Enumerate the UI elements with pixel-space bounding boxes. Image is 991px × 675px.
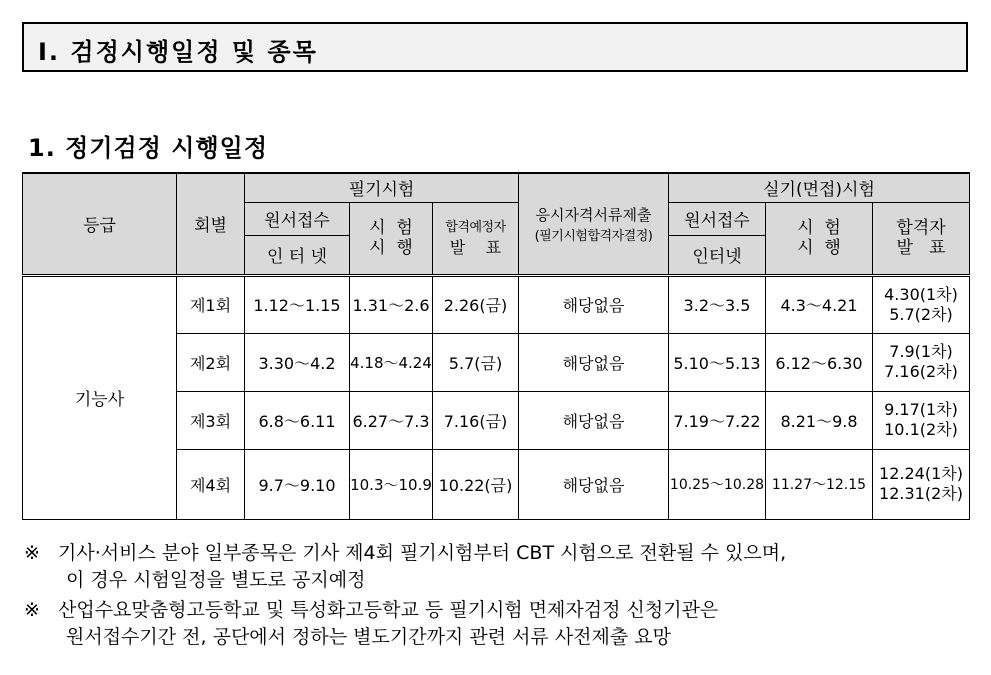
header-docs-label: 응시자격서류제출 bbox=[535, 205, 652, 224]
reference-mark-icon: ※ bbox=[24, 542, 40, 564]
header-practical-pass-l1: 합격자 bbox=[896, 218, 946, 238]
grade-cell: 기능사 bbox=[23, 275, 177, 519]
practical-apply-cell: 5.10～5.13 bbox=[669, 333, 766, 391]
header-practical-exam-l2: 시 행 bbox=[797, 238, 841, 258]
header-written-pass-l2: 발 표 bbox=[449, 238, 502, 257]
reference-mark-icon: ※ bbox=[24, 599, 40, 621]
note-cbt bbox=[24, 540, 786, 594]
practical-pass-2: 12.31(2차) bbox=[879, 484, 963, 503]
written-exam-cell: 6.27～7.3 bbox=[350, 391, 433, 449]
note-exemption-text1: 산업수요맞춤형고등학교 및 특성화고등학교 등 필기시험 면제자검정 신청기관은 bbox=[58, 599, 719, 621]
header-practical-internet: 인터넷 bbox=[669, 235, 766, 275]
header-grade: 등급 bbox=[23, 173, 177, 275]
written-apply-cell: 9.7～9.10 bbox=[245, 449, 350, 519]
header-round: 회별 bbox=[177, 173, 245, 275]
table-row bbox=[23, 275, 970, 333]
practical-pass-1: 9.17(1차) bbox=[884, 400, 958, 419]
section-header-title: Ⅰ. 검정시행일정 및 종목 bbox=[38, 38, 318, 66]
docs-cell: 해당없음 bbox=[519, 275, 669, 333]
practical-apply-cell: 10.25～10.28 bbox=[669, 449, 766, 519]
header-written-apply: 원서접수 bbox=[245, 202, 350, 235]
written-pass-cell: 7.16(금) bbox=[433, 391, 519, 449]
practical-pass-cell bbox=[873, 333, 970, 391]
written-pass-cell: 5.7(금) bbox=[433, 333, 519, 391]
note-cbt-text1: 기사·서비스 분야 일부종목은 기사 제4회 필기시험부터 CBT 시험으로 전환될 수 있으며, bbox=[58, 542, 787, 564]
header-written-exam: 필기시험 bbox=[245, 173, 519, 202]
written-pass-cell: 2.26(금) bbox=[433, 275, 519, 333]
practical-pass-cell bbox=[873, 275, 970, 333]
header-practical-pass bbox=[873, 202, 970, 275]
practical-pass-1: 4.30(1차) bbox=[884, 284, 958, 304]
practical-pass-cell bbox=[873, 449, 970, 519]
practical-exam-cell: 4.3～4.21 bbox=[766, 275, 873, 333]
header-written-internet: 인 터 넷 bbox=[245, 235, 350, 275]
header-practical-apply: 원서접수 bbox=[669, 202, 766, 235]
docs-cell: 해당없음 bbox=[519, 333, 669, 391]
subsection-title: 1. 정기검정 시행일정 bbox=[28, 134, 268, 162]
written-apply-cell: 6.8～6.11 bbox=[245, 391, 350, 449]
header-docs-sub: (필기시험합격자결정) bbox=[534, 228, 653, 244]
written-apply-cell: 3.30～4.2 bbox=[245, 333, 350, 391]
header-practical-exam: 실기(면접)시험 bbox=[669, 173, 970, 202]
round-cell: 제4회 bbox=[177, 449, 245, 519]
practical-exam-cell: 8.21～9.8 bbox=[766, 391, 873, 449]
round-cell: 제3회 bbox=[177, 391, 245, 449]
practical-apply-cell: 7.19～7.22 bbox=[669, 391, 766, 449]
practical-apply-cell: 3.2～3.5 bbox=[669, 275, 766, 333]
written-exam-cell: 1.31～2.6 bbox=[350, 275, 433, 333]
note-cbt-line2: 이 경우 시험일정을 별도로 공지예정 bbox=[66, 569, 366, 591]
header-written-pass bbox=[433, 202, 519, 275]
header-written-exam-date bbox=[350, 202, 433, 275]
docs-cell: 해당없음 bbox=[519, 391, 669, 449]
header-written-exam-l1: 시 험 bbox=[369, 218, 413, 238]
header-docs-submit bbox=[519, 173, 669, 275]
practical-pass-1: 7.9(1차) bbox=[889, 342, 953, 361]
practical-pass-2: 7.16(2차) bbox=[884, 362, 958, 381]
written-apply-cell: 1.12～1.15 bbox=[245, 275, 350, 333]
section-header-box bbox=[22, 22, 968, 72]
header-practical-pass-l2: 발 표 bbox=[896, 238, 946, 258]
round-cell: 제2회 bbox=[177, 333, 245, 391]
note-cbt-line1 bbox=[24, 540, 786, 567]
round-cell: 제1회 bbox=[177, 275, 245, 333]
written-exam-cell: 10.3～10.9 bbox=[350, 449, 433, 519]
written-exam-cell: 4.18～4.24 bbox=[350, 333, 433, 391]
practical-exam-cell: 11.27～12.15 bbox=[766, 449, 873, 519]
practical-pass-2: 5.7(2차) bbox=[889, 304, 953, 324]
note-exemption-line1 bbox=[24, 597, 718, 624]
header-written-pass-l1: 합격예정자 bbox=[445, 220, 506, 235]
schedule-table bbox=[22, 172, 970, 520]
practical-exam-cell: 6.12～6.30 bbox=[766, 333, 873, 391]
practical-pass-2: 10.1(2차) bbox=[884, 420, 958, 439]
header-practical-exam-l1: 시 험 bbox=[797, 218, 841, 238]
practical-pass-cell bbox=[873, 391, 970, 449]
header-practical-exam-date bbox=[766, 202, 873, 275]
note-exemption bbox=[24, 597, 718, 651]
docs-cell: 해당없음 bbox=[519, 449, 669, 519]
note-exemption-line2: 원서접수기간 전, 공단에서 정하는 별도기간까지 관련 서류 사전제출 요망 bbox=[66, 626, 671, 648]
practical-pass-1: 12.24(1차) bbox=[879, 464, 963, 483]
header-written-exam-l2: 시 행 bbox=[369, 238, 413, 258]
written-pass-cell: 10.22(금) bbox=[433, 449, 519, 519]
